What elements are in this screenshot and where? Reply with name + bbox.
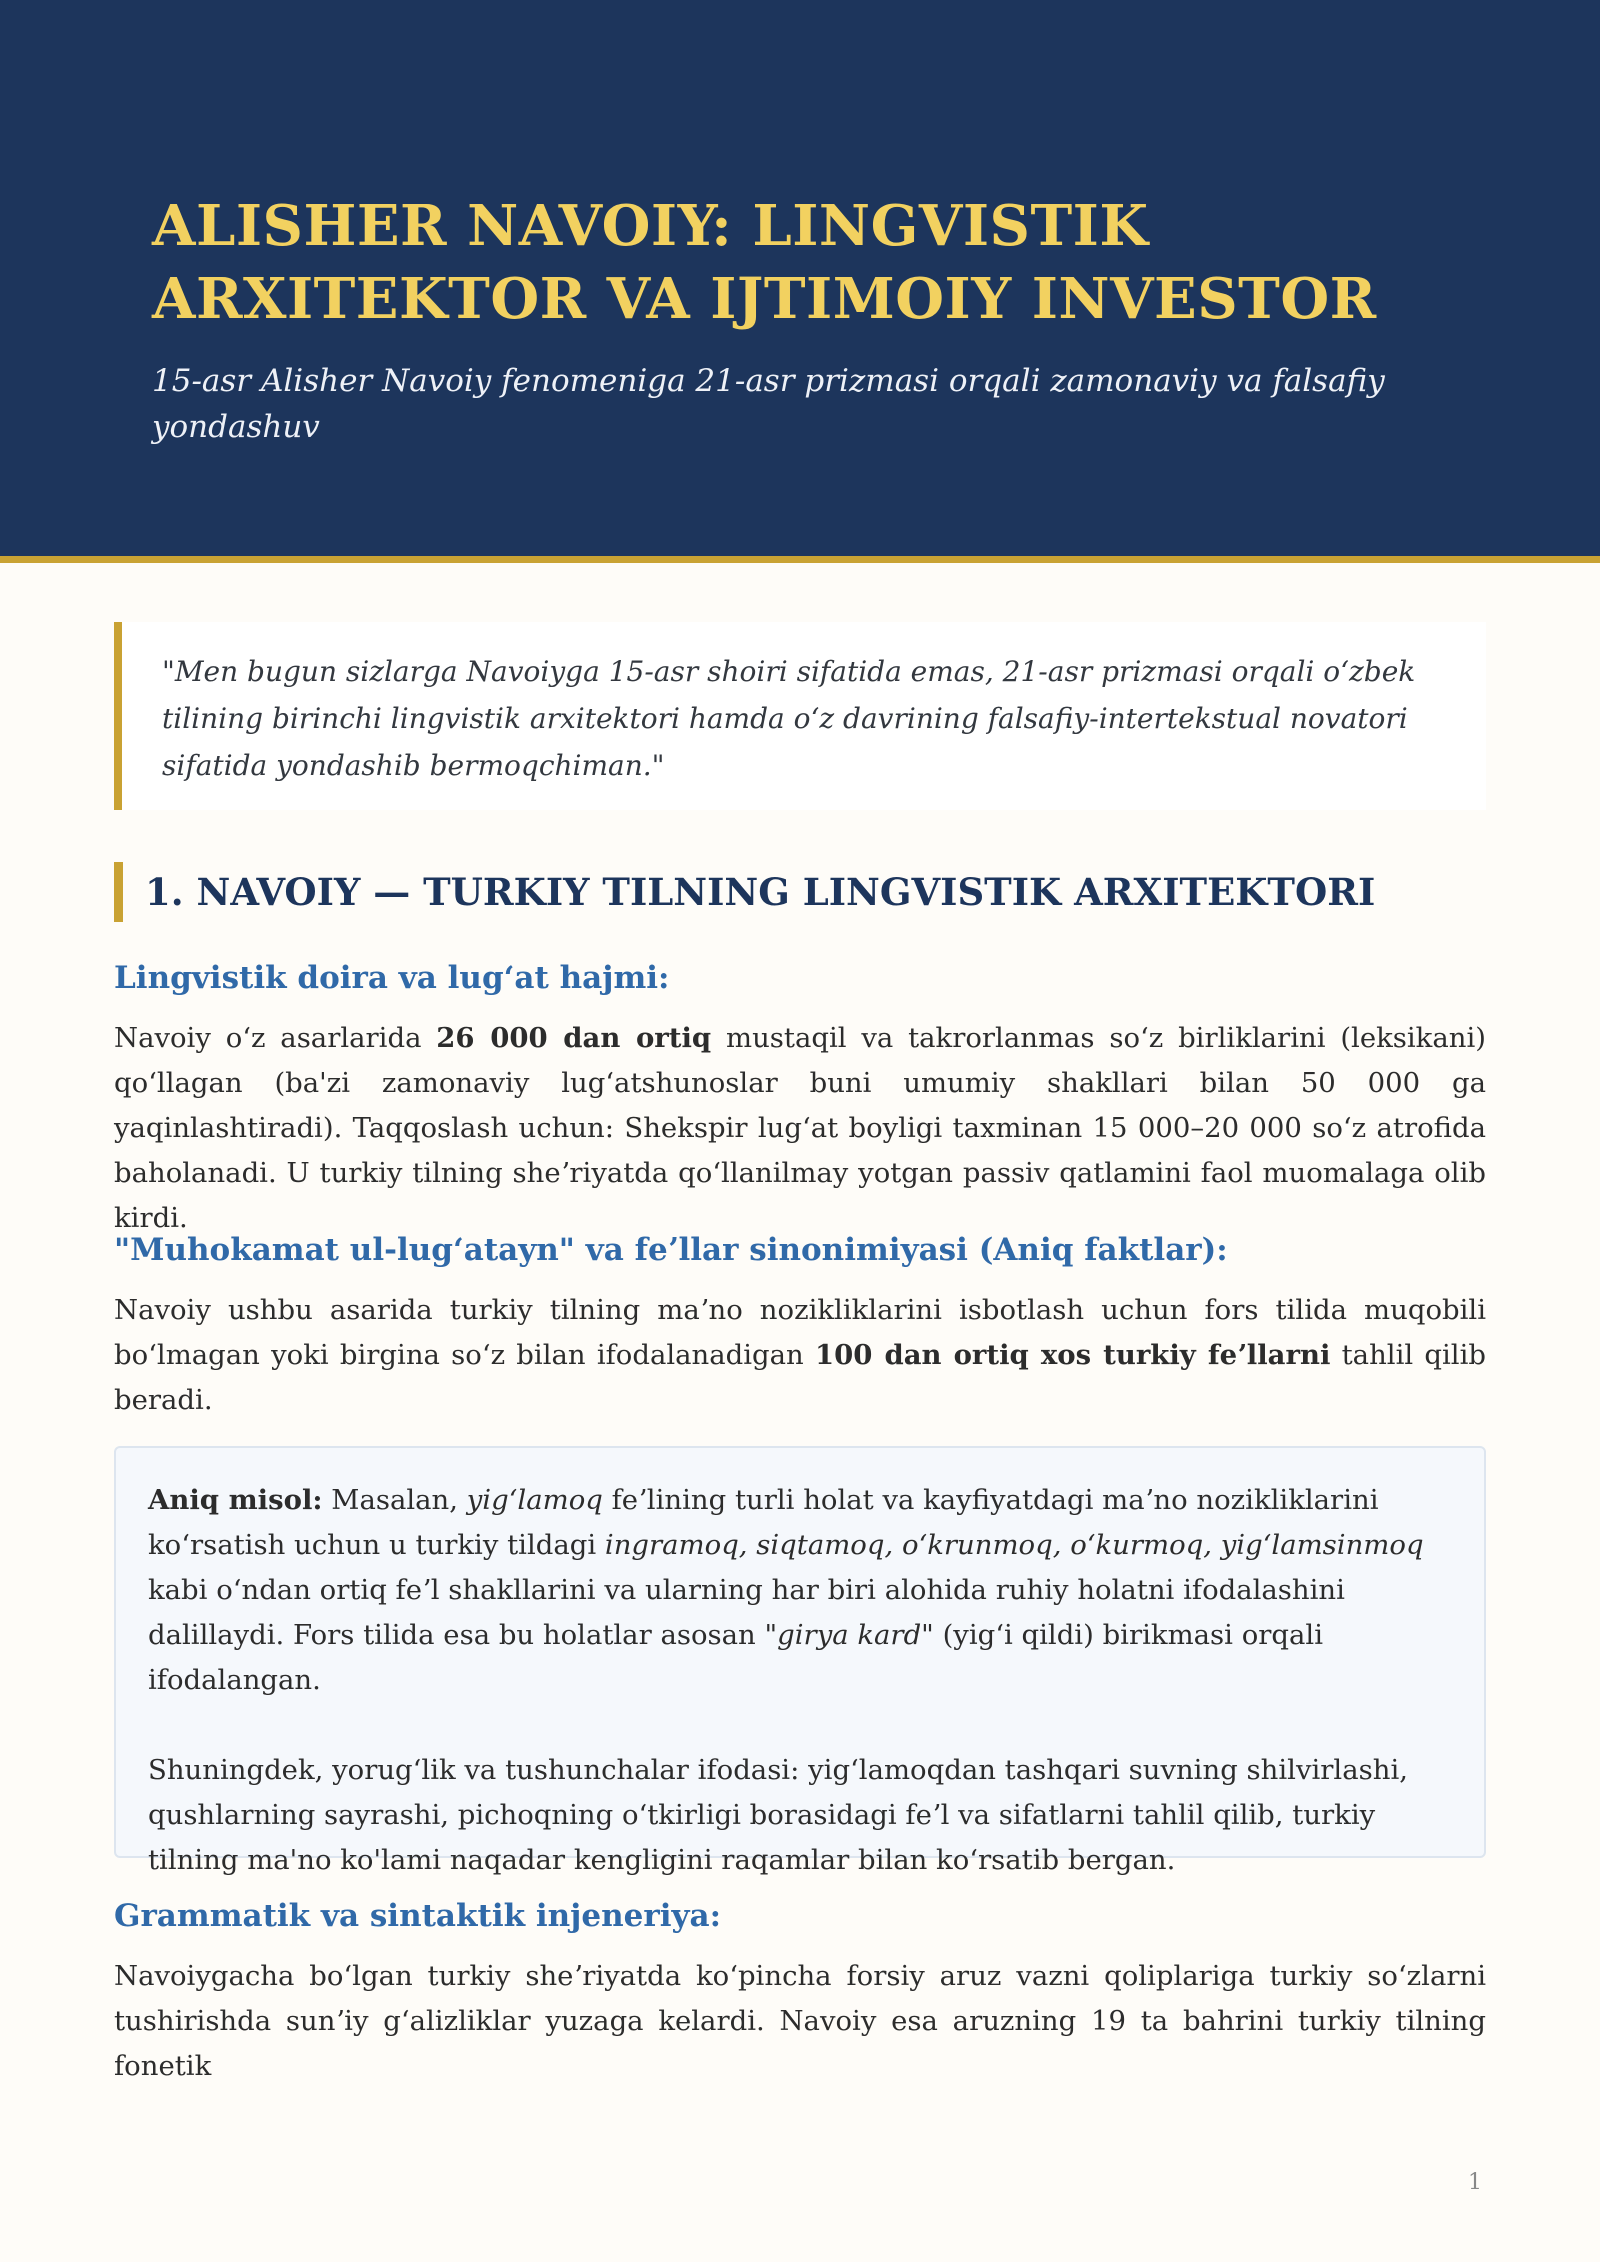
paragraph-gap: [148, 1703, 1452, 1748]
text-run: Navoiy oʻz asarlarida: [114, 1022, 437, 1054]
text-run: kabi oʻndan ortiq feʼl shakllarini va ularning har biri alohida ruhiy holatni ifodalashini dalillaydi. Fors tilida esa bu holatlar asosan: [148, 1574, 1345, 1651]
example-label: Aniq misol:: [148, 1484, 323, 1516]
paragraph-lexicon: [114, 1016, 1486, 1241]
example-paragraph-2: Shuningdek, yorugʻlik va tushunchalar ifodasi: yigʻlamoqdan tashqari suvning shilvirlashi, qushlarning sayrashi, pichoqning oʻtkirligi borasidagi feʼl va sifatlarni tahlil qilib, turkiy tilning ma'no ko'lami naqadar kengligini raqamlar bilan koʻrsatib bergan.: [148, 1754, 1408, 1876]
page-number: 1: [1468, 2170, 1482, 2195]
text-run: Masalan,: [322, 1484, 467, 1516]
subheading-grammar: Grammatik va sintaktik injeneriya:: [114, 1898, 722, 1934]
text-run: tahlil qilib beradi.: [114, 1339, 1486, 1416]
example-paragraph: [148, 1478, 1452, 1703]
subheading-lexicon: Lingvistik doira va lugʻat hajmi:: [114, 960, 670, 996]
section-heading: 1. NAVOIY — TURKIY TILNING LINGVISTIK ARXITEKTORI: [114, 862, 1375, 922]
paragraph-muhokamat: [114, 1288, 1486, 1423]
example-box: [114, 1446, 1486, 1876]
page-title: ALISHER NAVOIY: LINGVISTIK ARXITEKTOR VA IJTIMOIY INVESTOR: [152, 193, 1377, 332]
italic-run: "girya kard": [764, 1619, 934, 1651]
italic-run: ingramoq, siqtamoq, oʻkrunmoq, oʻkurmoq, yigʻlamsinmoq: [604, 1529, 1424, 1561]
subheading-muhokamat: "Muhokamat ul-lugʻatayn" va feʼllar sinonimiyasi (Aniq faktlar):: [114, 1232, 1228, 1268]
text-run: mustaqil va takrorlanmas soʻz birliklarini (leksikani) qoʻllagan (ba'zi zamonaviy lugʻatshunoslar buni umumiy shakllari bilan 50 000 ga yaqinlashtiradi). Taqqoslash uchun: Shekspir lugʻat boyligi taxminan 15 000–20 000 soʻz atrofida baholanadi. U turkiy tilning sheʼriyatda qoʻllanilmay yotgan passiv qatlamini faol muomalaga olib kirdi.: [114, 1022, 1486, 1234]
text-run: (yigʻi qildi) birikmasi orqali ifodalangan.: [148, 1619, 1323, 1696]
paragraph-grammar: Navoiygacha boʻlgan turkiy sheʼriyatda koʻpincha forsiy aruz vazni qoliplariga turkiy soʻzlarni tushirishda sunʼiy gʻalizliklar yuzaga kelardi. Navoiy esa aruzning 19 ta bahrini turkiy tilning fonetik: [114, 1960, 1486, 2082]
page-subtitle: 15-asr Alisher Navoiy fenomeniga 21-asr prizmasi orqali zamonaviy va falsafiy yondashuv: [152, 363, 1385, 445]
bold-run: 100 dan ortiq xos turkiy feʼllarni: [815, 1339, 1331, 1371]
intro-quote: "Men bugun sizlarga Navoiyga 15-asr shoiri sifatida emas, 21-asr prizmasi orqali oʻzbek tilining birinchi lingvistik arxitektori hamda oʻz davrining falsafiy-intertekstual novatori sifatida yondashib bermoqchiman.": [114, 622, 1486, 810]
text-run: Navoiy ushbu asarida turkiy tilning maʼno nozikliklarini isbotlash uchun fors tilida muqobili boʻlmagan yoki birgina soʻz bilan ifodalanadigan: [114, 1294, 1486, 1371]
bold-run: 26 000 dan ortiq: [436, 1022, 712, 1054]
text-run: feʼlining turli holat va kayfiyatdagi maʼno nozikliklarini koʻrsatish uchun u turkiy tildagi: [148, 1484, 1379, 1561]
header-banner: [0, 0, 1600, 563]
italic-run: yigʻlamoq: [466, 1484, 603, 1516]
